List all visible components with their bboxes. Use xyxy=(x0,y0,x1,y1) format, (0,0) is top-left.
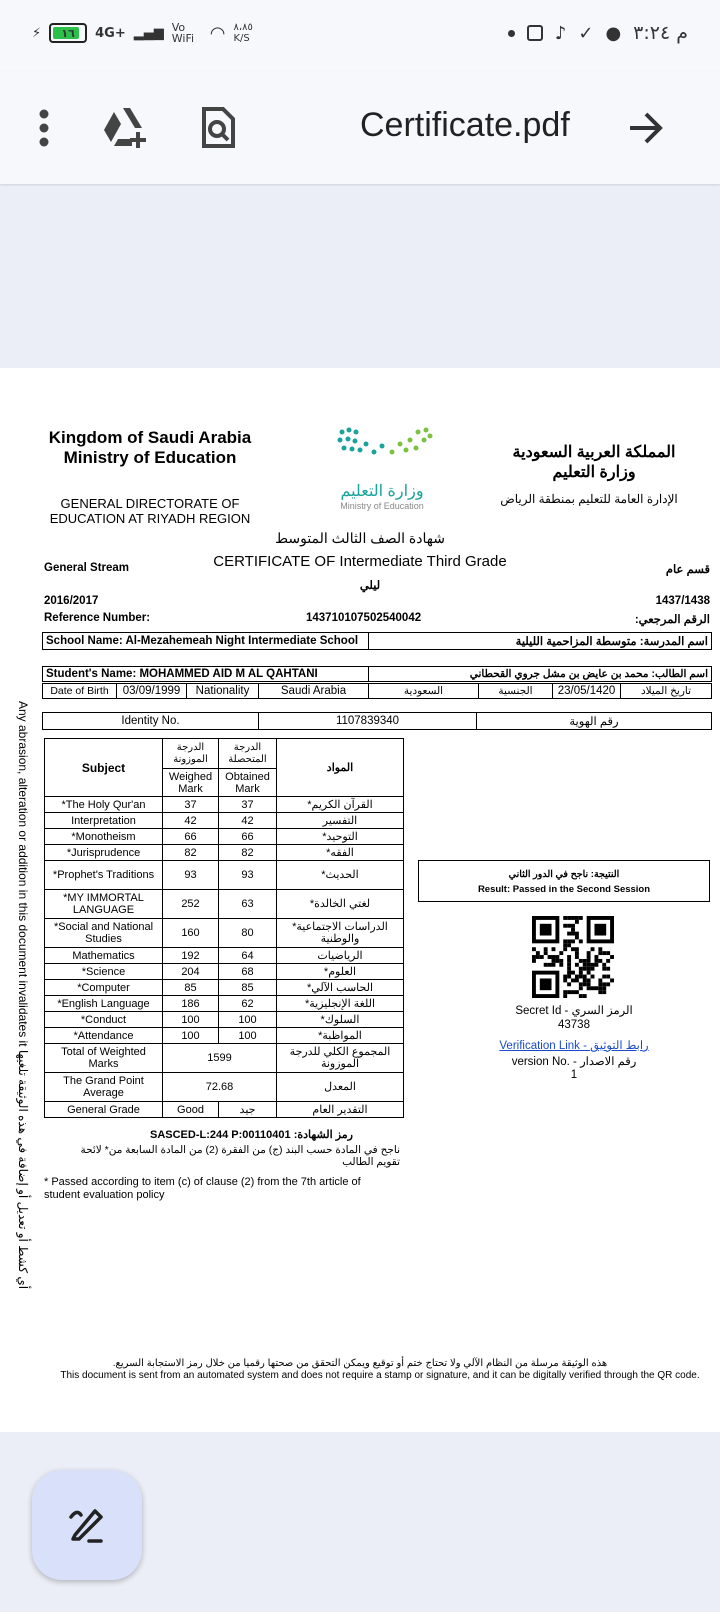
subject-name-ar: لغتي الخالدة* xyxy=(277,890,404,919)
table-row xyxy=(45,919,404,948)
more-vert-icon xyxy=(38,108,50,148)
obtained-mark: 64 xyxy=(219,948,277,964)
table-row xyxy=(45,890,404,919)
directorate-ar: الإدارة العامة للتعليم بمنطقة الرياض xyxy=(500,492,678,506)
weighed-mark: 204 xyxy=(163,964,219,980)
subject-name: *Attendance xyxy=(45,1028,163,1044)
subject-name-ar: الدراسات الاجتماعية* والوطنية xyxy=(277,919,404,948)
gpa-label-ar: المعدل xyxy=(277,1073,404,1102)
col-subject: Subject xyxy=(45,739,163,797)
qr-code-icon xyxy=(532,916,614,998)
pdf-toolbar xyxy=(0,72,720,184)
notification-dot xyxy=(508,30,515,37)
subject-name-ar: الفقه* xyxy=(277,845,404,861)
table-row xyxy=(45,980,404,996)
reference-label-ar: الرقم المرجعي: xyxy=(634,614,710,626)
clock-time: م ٣:٢٤ xyxy=(633,22,688,44)
status-bar xyxy=(0,0,720,72)
dob-value: 03/09/1999 xyxy=(117,684,187,699)
document-title: Certificate.pdf xyxy=(360,106,570,144)
personal-info-table xyxy=(42,683,712,699)
obtained-mark: 100 xyxy=(219,1028,277,1044)
col-obtained-ar: الدرجة المتحصلة xyxy=(219,739,277,769)
table-row xyxy=(45,964,404,980)
period-ar: ليلي xyxy=(359,580,381,592)
identity-label-ar: رقم الهوية xyxy=(477,713,712,730)
result-en: Result: Passed in the Second Session xyxy=(477,884,651,895)
network-type: 4G+ xyxy=(95,25,126,41)
subject-name: *English Language xyxy=(45,996,163,1012)
table-row xyxy=(45,1028,404,1044)
ministry-logo-icon xyxy=(322,422,442,478)
pdf-page[interactable] xyxy=(0,368,720,1432)
student-name-en: Student's Name: MOHAMMED AID M AL QAHTANI xyxy=(43,667,369,682)
ministry-name-en: Ministry of Education xyxy=(63,448,237,467)
year-gregorian: 2016/2017 xyxy=(44,595,99,607)
col-subject-ar: المواد xyxy=(277,739,404,797)
version-label: version No. - رقم الاصدار xyxy=(511,1056,637,1068)
arrow-forward-icon xyxy=(626,110,666,146)
reference-label: Reference Number: xyxy=(44,612,151,624)
result-ar: النتيجة: ناجح في الدور الثاني xyxy=(508,869,620,880)
stream-ar: قسم عام xyxy=(665,564,710,576)
kingdom-name-en: Kingdom of Saudi Arabia xyxy=(48,428,252,447)
subject-name: *Prophet's Traditions xyxy=(45,861,163,890)
subject-name-ar: السلوك* xyxy=(277,1012,404,1028)
subject-name: *The Holy Qur'an xyxy=(45,797,163,813)
reference-number: 143710107502540042 xyxy=(306,612,422,624)
nationality-label-ar: الجنسية xyxy=(479,684,553,699)
dob-label-ar: تاريخ الميلاد xyxy=(621,684,712,699)
grade-label: General Grade xyxy=(45,1102,163,1118)
weighed-mark: 160 xyxy=(163,919,219,948)
stream-en: General Stream xyxy=(44,562,130,574)
find-in-page-icon xyxy=(200,106,236,150)
header-english xyxy=(40,428,260,468)
weighed-mark: 100 xyxy=(163,1012,219,1028)
col-weighed: Weighed Mark xyxy=(163,769,219,797)
certificate-code: SASCED-L:244 P:00110401 :رمز الشهادة xyxy=(150,1129,353,1141)
subject-name: Interpretation xyxy=(45,813,163,829)
subject-name-ar: الرياضيات xyxy=(277,948,404,964)
total-row xyxy=(45,1044,404,1073)
snapchat-icon: ● xyxy=(605,22,622,44)
weighed-mark: 186 xyxy=(163,996,219,1012)
gpa-value: 72.68 xyxy=(163,1073,277,1102)
find-in-file-button[interactable] xyxy=(190,100,246,156)
obtained-mark: 82 xyxy=(219,845,277,861)
header-arabic xyxy=(484,443,704,483)
obtained-mark: 37 xyxy=(219,797,277,813)
more-options-button[interactable] xyxy=(16,100,72,156)
subject-name: *Science xyxy=(45,964,163,980)
obtained-mark: 93 xyxy=(219,861,277,890)
logo-text-en: Ministry of Education xyxy=(340,501,424,511)
grade-label-ar: التقدير العام xyxy=(277,1102,404,1118)
table-row xyxy=(45,861,404,890)
subject-name: *Jurisprudence xyxy=(45,845,163,861)
obtained-mark: 66 xyxy=(219,829,277,845)
certificate-title-ar: شهادة الصف الثالث المتوسط xyxy=(275,530,445,546)
subject-name: *MY IMMORTAL LANGUAGE xyxy=(45,890,163,919)
subject-name-ar: اللغة الإنجليزية* xyxy=(277,996,404,1012)
nationality-value: Saudi Arabia xyxy=(259,684,369,699)
weighed-mark: 82 xyxy=(163,845,219,861)
note-en: * Passed according to item (c) of clause (2) from the 7th article of student evaluation policy xyxy=(44,1176,361,1201)
weighed-mark: 85 xyxy=(163,980,219,996)
subject-name-ar: الحاسب الآلي* xyxy=(277,980,404,996)
notification-app-icon xyxy=(527,25,543,41)
weighed-mark: 93 xyxy=(163,861,219,890)
nationality-value-ar: السعودية xyxy=(369,684,479,699)
gpa-label: The Grand Point Average xyxy=(45,1073,163,1102)
obtained-mark: 63 xyxy=(219,890,277,919)
side-warning-text: Any abrasion, alteration or addition in this document invalidates it أي كشط أو تعديل أو إضافة في هذه الوثيقة تلغيها xyxy=(16,701,30,1290)
footer-ar: هذه الوثيقة مرسلة من النظام الآلي ولا تحتاج ختم أو توقيع ويمكن التحقق من صحتها رقميا من خلال رمز الاستجابة السريع. xyxy=(112,1358,608,1369)
identity-value: 1107839340 xyxy=(259,713,477,730)
open-forward-button[interactable] xyxy=(618,100,674,156)
subject-name-ar: العلوم* xyxy=(277,964,404,980)
total-value: 1599 xyxy=(163,1044,277,1073)
school-name-ar: اسم المدرسة: متوسطة المزاحمية الليلية xyxy=(369,633,712,650)
subject-name-ar: المواظبة* xyxy=(277,1028,404,1044)
check-icon: ✓ xyxy=(578,22,594,44)
note-ar: ناجح في المادة حسب البند (ج) من الفقرة (2) من المادة السابعة من* لائحة تقويم الطالب xyxy=(80,1144,400,1168)
col-weighed-ar: الدرجة الموزونة xyxy=(163,739,219,769)
gpa-row xyxy=(45,1073,404,1102)
grade-value: Good xyxy=(163,1102,219,1118)
student-table xyxy=(42,666,712,682)
table-row xyxy=(45,797,404,813)
battery-icon xyxy=(49,23,87,43)
table-row xyxy=(45,845,404,861)
subject-name: *Monotheism xyxy=(45,829,163,845)
verification-link[interactable]: Verification Link - رابط التوثيق xyxy=(499,1040,649,1052)
table-row xyxy=(45,1012,404,1028)
tiktok-icon: ♪ xyxy=(554,22,567,44)
subject-name-ar: الحديث* xyxy=(277,861,404,890)
ministry-name-ar: وزارة التعليم xyxy=(552,464,636,481)
total-label: Total of Weighted Marks xyxy=(45,1044,163,1073)
weighed-mark: 252 xyxy=(163,890,219,919)
secret-id-value: 43738 xyxy=(558,1019,590,1031)
table-row xyxy=(45,813,404,829)
edit-fab-button[interactable] xyxy=(32,1470,142,1580)
grades-table xyxy=(44,738,404,1118)
edit-pen-icon xyxy=(67,1505,107,1545)
wifi-icon: ◠ xyxy=(209,22,226,44)
obtained-mark: 85 xyxy=(219,980,277,996)
directorate-en: GENERAL DIRECTORATE OF EDUCATION AT RIYADH REGION xyxy=(49,496,251,526)
subject-name: *Conduct xyxy=(45,1012,163,1028)
identity-table xyxy=(42,712,712,730)
table-row xyxy=(45,996,404,1012)
add-to-drive-button[interactable] xyxy=(98,100,154,156)
charging-icon: ⚡ xyxy=(32,25,42,41)
subject-name: *Computer xyxy=(45,980,163,996)
table-row xyxy=(45,948,404,964)
weighed-mark: 42 xyxy=(163,813,219,829)
obtained-mark: 100 xyxy=(219,1012,277,1028)
col-obtained: Obtained Mark xyxy=(219,769,277,797)
obtained-mark: 42 xyxy=(219,813,277,829)
signal-icon: ▂▄▆ xyxy=(133,25,164,41)
subject-name: Mathematics xyxy=(45,948,163,964)
table-row xyxy=(45,829,404,845)
student-name-ar: اسم الطالب: محمد بن عايض بن مشل جروي القحطاني xyxy=(369,667,712,682)
year-hijri: 1437/1438 xyxy=(655,595,710,607)
side-warning xyxy=(10,701,30,1301)
total-label-ar: المجموع الكلي للدرجة الموزونة xyxy=(277,1044,404,1073)
grade-row xyxy=(45,1102,404,1118)
weighed-mark: 192 xyxy=(163,948,219,964)
result-box xyxy=(418,860,710,902)
obtained-mark: 68 xyxy=(219,964,277,980)
footer-en: This document is sent from an automated system and does not require a stamp or signature, and it can be digitally verified through the QR code. xyxy=(60,1370,700,1381)
version-block xyxy=(474,1056,674,1082)
subject-name-ar: التفسير xyxy=(277,813,404,829)
school-table xyxy=(42,632,712,650)
vowifi-label: Vo WiFi xyxy=(171,21,195,45)
weighed-mark: 100 xyxy=(163,1028,219,1044)
weighed-mark: 37 xyxy=(163,797,219,813)
network-speed: ٨،٨٥ K/S xyxy=(233,22,253,44)
kingdom-name-ar: المملكة العربية السعودية xyxy=(512,444,676,461)
grade-value-ar: جيد xyxy=(219,1102,277,1118)
version-value: 1 xyxy=(570,1069,578,1081)
obtained-mark: 62 xyxy=(219,996,277,1012)
ministry-logo xyxy=(322,422,442,512)
school-name-en: School Name: Al-Mezahemeah Night Intermediate School xyxy=(43,633,369,650)
obtained-mark: 80 xyxy=(219,919,277,948)
secret-id-block xyxy=(474,1004,674,1032)
subject-name-ar: القرآن الكريم* xyxy=(277,797,404,813)
dob-label: Date of Birth xyxy=(43,684,117,699)
drive-add-icon xyxy=(102,106,150,150)
subject-name-ar: التوحيد* xyxy=(277,829,404,845)
weighed-mark: 66 xyxy=(163,829,219,845)
logo-text-ar: وزارة التعليم xyxy=(340,483,424,500)
secret-id-label: Secret Id - الرمز السري xyxy=(515,1005,633,1017)
nationality-label: Nationality xyxy=(187,684,259,699)
battery-level: ١٦ xyxy=(61,26,75,40)
subject-name: *Social and National Studies xyxy=(45,919,163,948)
certificate-title-en: CERTIFICATE OF Intermediate Third Grade xyxy=(213,553,507,570)
identity-label: Identity No. xyxy=(43,713,259,730)
dob-value-hijri: 23/05/1420 xyxy=(553,684,621,699)
